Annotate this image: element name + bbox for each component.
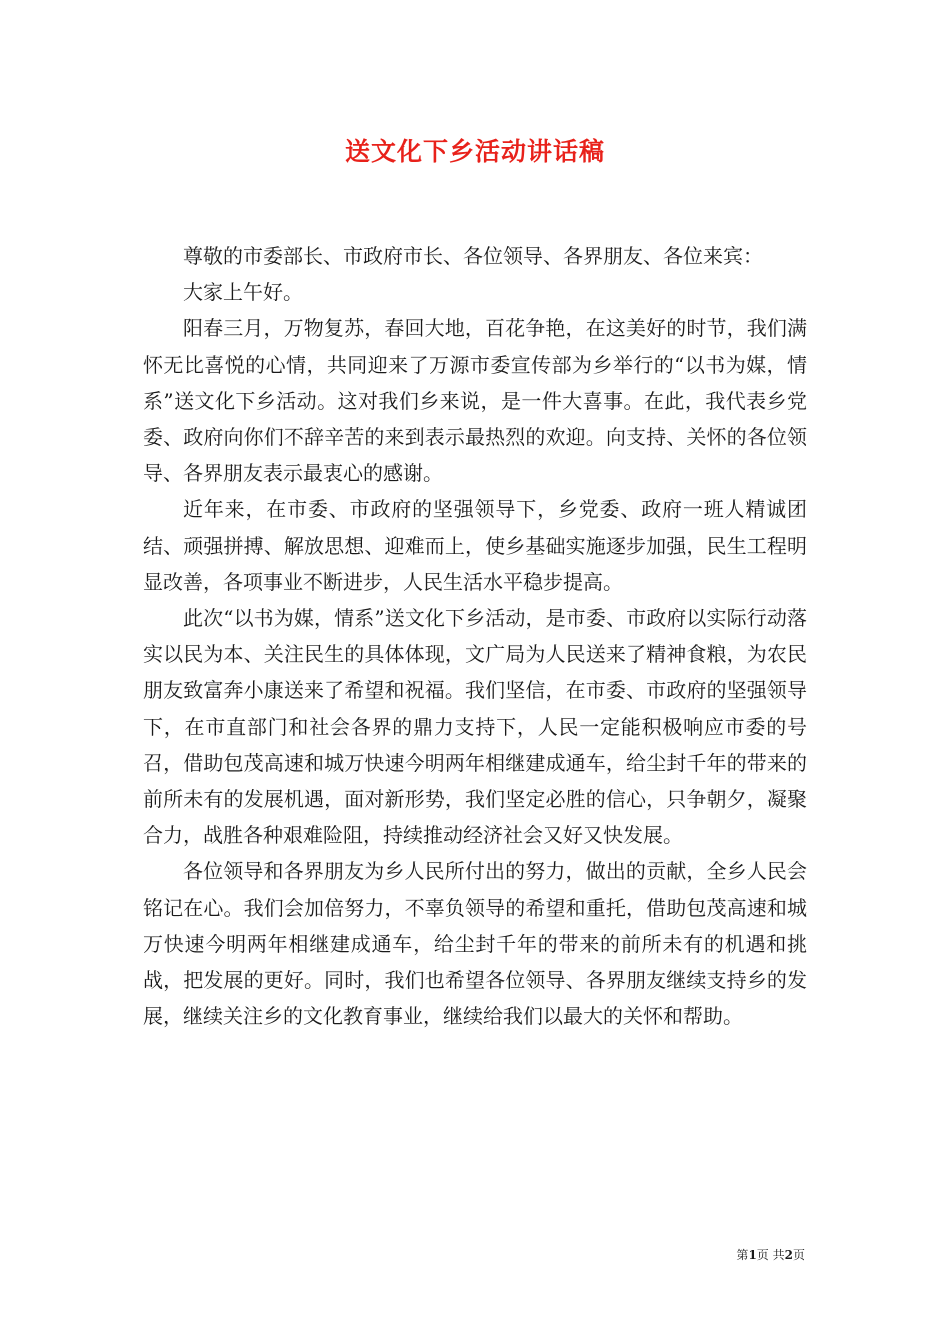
greeting-paragraph: 大家上午好。 xyxy=(183,280,303,305)
page-number-footer xyxy=(736,1246,805,1263)
body-paragraph: 阳春三月，万物复苏，春回大地，百花争艳，在这美好的时节，我们满怀无比喜悦的心情，共同迎来了万源市委宣传部为乡举行的“以书为媒，情系”送文化下乡活动。这对我们乡来说，是一件大喜事。在此，我代表乡党委、政府向你们不辞辛苦的来到表示最热烈的欢迎。向支持、关怀的各位领导、各界朋友表示最衷心的感谢。 xyxy=(143,316,807,486)
footer-middle: 页 共 xyxy=(756,1248,785,1262)
body-paragraph: 各位领导和各界朋友为乡人民所付出的努力，做出的贡献，全乡人民会铭记在心。我们会加倍努力，不辜负领导的希望和重托，借助包茂高速和城万快速今明两年相继建成通车，给尘封千年的带来的前所未有的机遇和挑战，把发展的更好。同时，我们也希望各位领导、各界朋友继续支持乡的发展，继续关注乡的文化教育事业，继续给我们以最大的关怀和帮助。 xyxy=(143,859,807,1029)
footer-suffix: 页 xyxy=(792,1248,805,1262)
body-paragraph: 近年来，在市委、市政府的坚强领导下，乡党委、政府一班人精诚团结、顽强拼搏、解放思想、迎难而上，使乡基础实施逐步加强，民生工程明显改善，各项事业不断进步，人民生活水平稳步提高。 xyxy=(143,497,807,594)
body-paragraph: 此次“以书为媒，情系”送文化下乡活动，是市委、市政府以实际行动落实以民为本、关注民生的具体体现，文广局为人民送来了精神食粮，为农民朋友致富奔小康送来了希望和祝福。我们坚信，在市委、市政府的坚强领导下，在市直部门和社会各界的鼎力支持下，人民一定能积极响应市委的号召，借助包茂高速和城万快速今明两年相继建成通车，给尘封千年的带来的前所未有的发展机遇，面对新形势，我们坚定必胜的信心，只争朝夕，凝聚合力，战胜各种艰难险阻，持续推动经济社会又好又快发展。 xyxy=(143,606,807,848)
current-page-number: 1 xyxy=(748,1248,757,1262)
total-page-count: 2 xyxy=(784,1248,793,1262)
salutation-paragraph: 尊敬的市委部长、市政府市长、各位领导、各界朋友、各位来宾： xyxy=(183,244,763,268)
footer-prefix: 第 xyxy=(736,1248,749,1262)
document-title: 送文化下乡活动讲话稿 xyxy=(344,137,605,166)
document-body xyxy=(143,238,807,1034)
